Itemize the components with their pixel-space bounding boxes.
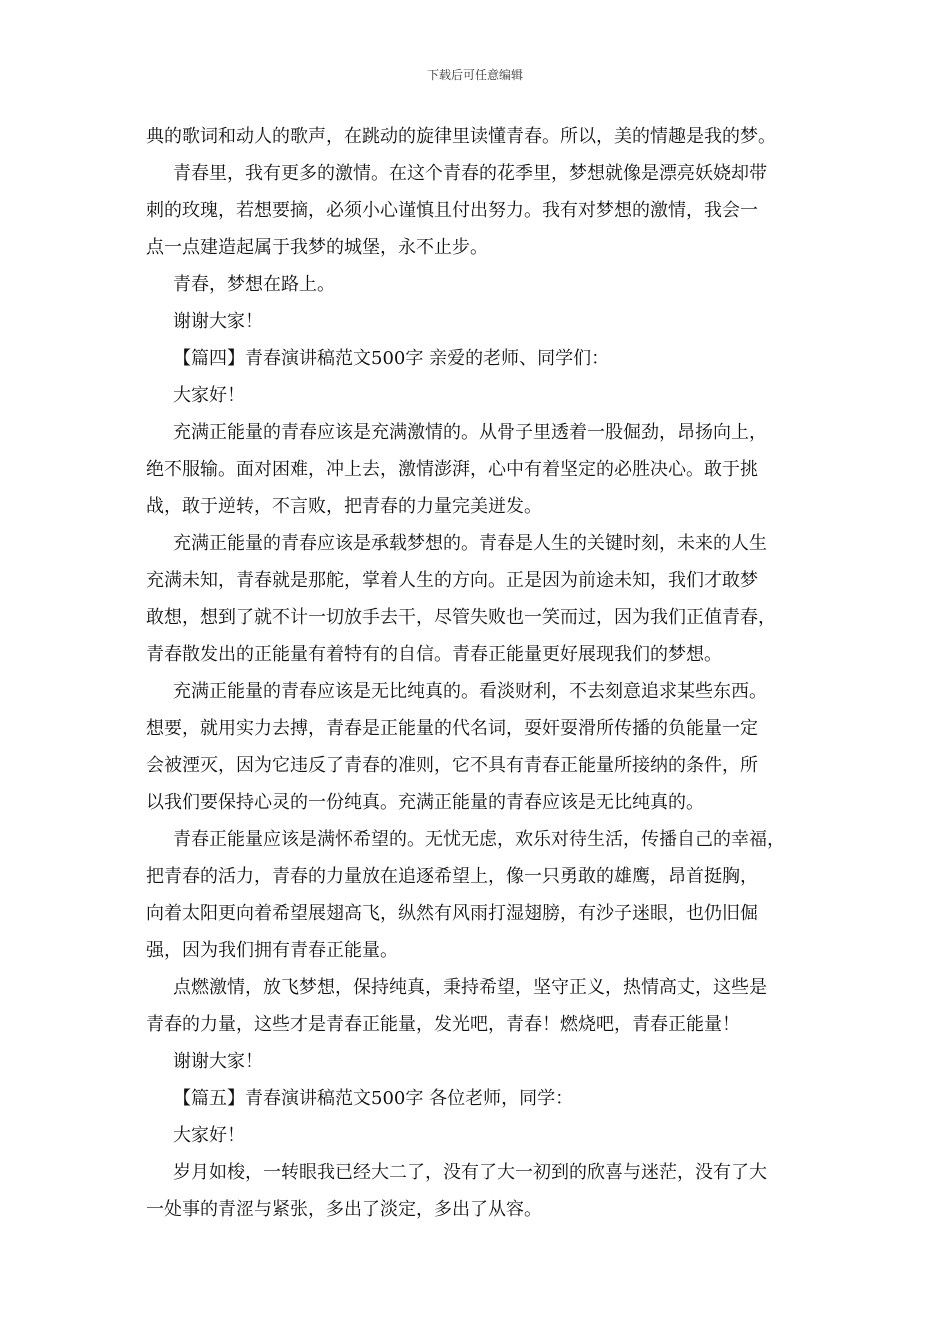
text-line: 【篇五】青春演讲稿范文500字 各位老师，同学： <box>173 1088 574 1109</box>
text-line: 充满正能量的青春应该是承载梦想的。青春是人生的关键时刻，未来的人生 <box>173 533 767 554</box>
text-line: 绝不服输。面对困难，冲上去，激情澎湃，心中有着坚定的必胜决心。敢于挑 <box>146 459 758 480</box>
text-line: 青春的力量，这些才是青春正能量，发光吧，青春！燃烧吧，青春正能量！ <box>146 1014 740 1035</box>
text-line: 敢想，想到了就不计一切放手去干，尽管失败也一笑而过，因为我们正值青春， <box>146 607 776 628</box>
text-line: 刺的玫瑰，若想要摘，必须小心谨慎且付出努力。我有对梦想的激情，我会一 <box>146 200 758 221</box>
text-line: 【篇四】青春演讲稿范文500字 亲爱的老师、同学们： <box>173 348 610 369</box>
text-line: 青春散发出的正能量有着特有的自信。青春正能量更好展现我们的梦想。 <box>146 644 722 665</box>
document-body <box>146 118 814 1228</box>
text-line: 青春，梦想在路上。 <box>173 274 335 295</box>
text-line: 会被湮灭，因为它违反了青春的准则，它不具有青春正能量所接纳的条件，所 <box>146 755 758 776</box>
text-line: 点燃激情，放飞梦想，保持纯真，秉持希望，坚守正义，热情高丈，这些是 <box>173 977 767 998</box>
text-line: 充满正能量的青春应该是充满激情的。从骨子里透着一股倔劲，昂扬向上， <box>173 422 767 443</box>
text-line: 典的歌词和动人的歌声，在跳动的旋律里读懂青春。所以，美的情趣是我的梦。 <box>146 126 776 147</box>
text-line: 向着太阳更向着希望展翅高飞，纵然有风雨打湿翅膀，有沙子迷眼，也仍旧倔 <box>146 903 758 924</box>
text-line: 想要，就用实力去搏，青春是正能量的代名词，耍奸耍滑所传播的负能量一定 <box>146 718 758 739</box>
text-line: 战，敢于逆转，不言败，把青春的力量完美迸发。 <box>146 496 542 517</box>
text-line: 大家好！ <box>173 385 245 406</box>
text-line: 强，因为我们拥有青春正能量。 <box>146 940 398 961</box>
text-line: 以我们要保持心灵的一份纯真。充满正能量的青春应该是无比纯真的。 <box>146 792 704 813</box>
text-line: 点一点建造起属于我梦的城堡，永不止步。 <box>146 237 488 258</box>
text-line: 谢谢大家！ <box>173 311 263 332</box>
text-line: 充满未知，青春就是那舵，掌着人生的方向。正是因为前途未知，我们才敢梦 <box>146 570 758 591</box>
text-line: 大家好！ <box>173 1125 245 1146</box>
text-line: 把青春的活力，青春的力量放在追逐希望上，像一只勇敢的雄鹰，昂首挺胸， <box>146 866 758 887</box>
text-line: 充满正能量的青春应该是无比纯真的。看淡财利，不去刻意追求某些东西。 <box>173 681 767 702</box>
text-line: 一处事的青涩与紧张，多出了淡定，多出了从容。 <box>146 1199 542 1220</box>
page-header: 下载后可任意编辑 <box>426 68 523 82</box>
text-line: 谢谢大家！ <box>173 1051 263 1072</box>
text-line: 岁月如梭，一转眼我已经大二了，没有了大一初到的欣喜与迷茫，没有了大 <box>173 1162 767 1183</box>
text-line: 青春正能量应该是满怀希望的。无忧无虑，欢乐对待生活，传播自己的幸福， <box>173 829 785 850</box>
text-line: 青春里，我有更多的激情。在这个青春的花季里，梦想就像是漂亮妖娆却带 <box>173 163 767 184</box>
